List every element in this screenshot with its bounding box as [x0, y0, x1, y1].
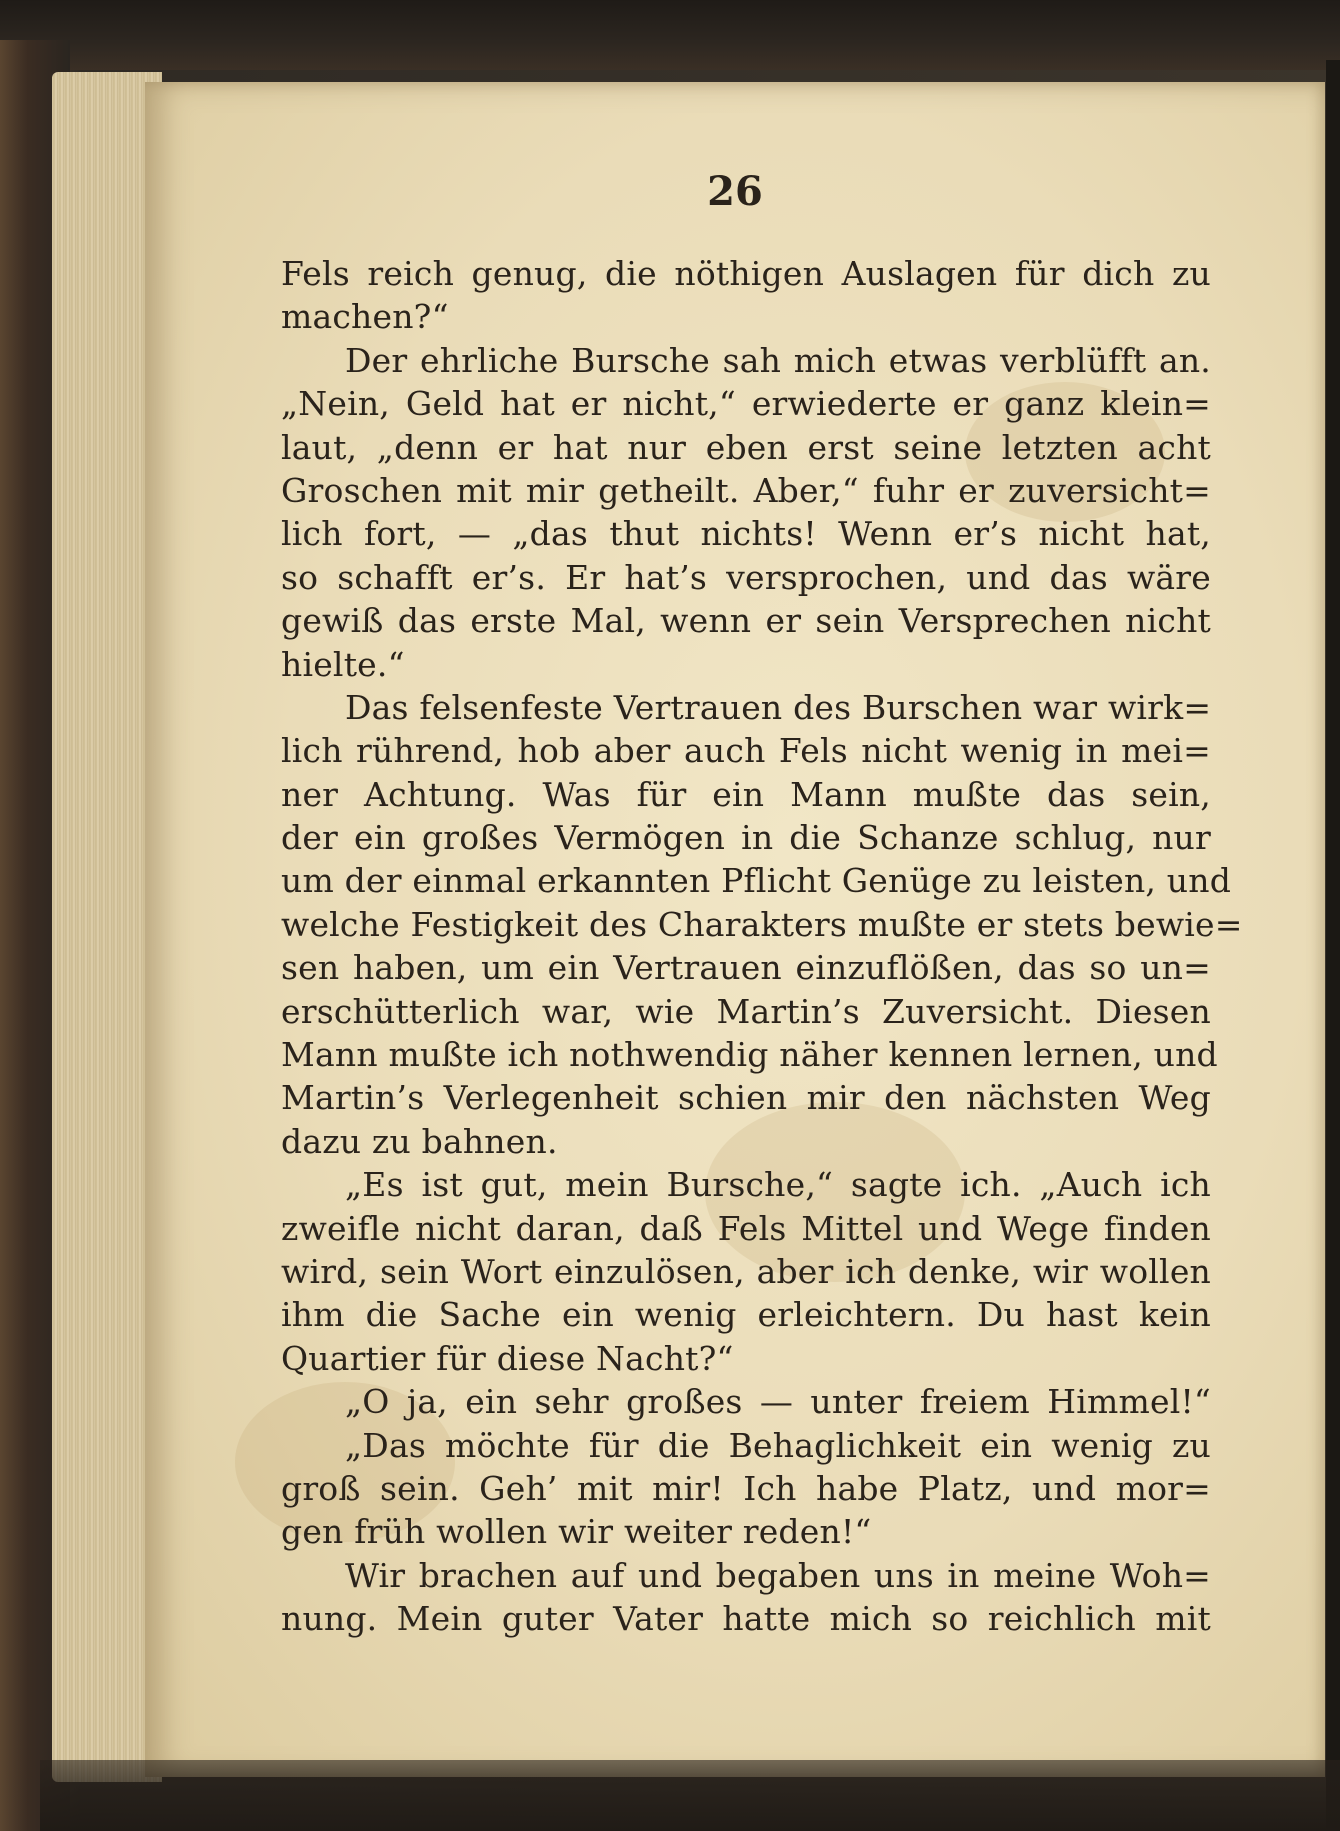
book-page	[145, 82, 1325, 1777]
text-line: Der ehrliche Bursche sah mich etwas verblüfft an.	[345, 340, 1211, 380]
text-line: welche Festigkeit des Charakters mußte er stets bewie=	[281, 904, 1243, 944]
text-line: Mann mußte ich nothwendig näher kennen lernen, und	[281, 1035, 1218, 1075]
text-line: „O ja, ein sehr großes — unter freiem Himmel!“	[345, 1382, 1211, 1422]
text-line: Das felsenfeste Vertrauen des Burschen war wirk=	[345, 687, 1212, 727]
text-line: „Es ist gut, mein Bursche,“ sagte ich. „Auch ich	[345, 1165, 1211, 1205]
text-line: lich rührend, hob aber auch Fels nicht wenig in mei=	[281, 731, 1211, 771]
text-line: Wir brachen auf und begaben uns in meine Woh=	[345, 1555, 1211, 1595]
text-line: groß sein. Geh’ mit mir! Ich habe Platz, und mor=	[281, 1468, 1211, 1508]
text-line: gen früh wollen wir weiter reden!“	[281, 1512, 872, 1552]
text-line: „Das möchte für die Behaglichkeit ein wenig zu	[345, 1425, 1211, 1465]
text-line: Martin’s Verlegenheit schien mir den nächsten Weg	[281, 1078, 1211, 1118]
text-line: zweifle nicht daran, daß Fels Mittel und Wege finden	[281, 1208, 1211, 1248]
text-line: Quartier für diese Nacht?“	[281, 1338, 734, 1378]
book-cover-top	[0, 0, 1340, 70]
text-line: der ein großes Vermögen in die Schanze schlug, nur	[281, 818, 1211, 858]
text-line: erschütterlich war, wie Martin’s Zuversicht. Diesen	[281, 991, 1211, 1031]
text-line: nung. Mein guter Vater hatte mich so reichlich mit	[281, 1599, 1211, 1639]
body-text	[281, 252, 1243, 1641]
text-line: laut, „denn er hat nur eben erst seine letzten acht	[281, 427, 1211, 467]
text-line: so schafft er’s. Er hat’s versprochen, und das wäre	[281, 557, 1211, 597]
text-line: sen haben, um ein Vertrauen einzuflößen, das so un=	[281, 948, 1211, 988]
text-line: „Nein, Geld hat er nicht,“ erwiederte er ganz klein=	[281, 384, 1211, 424]
book-cover-right	[1326, 60, 1340, 1831]
text-line: ihm die Sache ein wenig erleichtern. Du hast kein	[281, 1295, 1211, 1335]
text-line: hielte.“	[281, 644, 405, 684]
text-line: ner Achtung. Was für ein Mann mußte das sein,	[281, 774, 1211, 814]
text-line: Fels reich genug, die nöthigen Auslagen für dich zu	[281, 254, 1211, 293]
text-line: gewiß das erste Mal, wenn er sein Versprechen nicht	[281, 601, 1211, 641]
page-number: 26	[707, 168, 763, 215]
text-line: um der einmal erkannten Pflicht Genüge zu leisten, und	[281, 861, 1232, 901]
book-bottom-edge	[40, 1760, 1340, 1831]
text-line: machen?“	[281, 297, 449, 337]
text-line: wird, sein Wort einzulösen, aber ich denke, wir wollen	[281, 1251, 1211, 1291]
text-line: Groschen mit mir getheilt. Aber,“ fuhr er zuversicht=	[281, 470, 1211, 510]
text-line: dazu zu bahnen.	[281, 1121, 558, 1161]
text-line: lich fort, — „das thut nichts! Wenn er’s nicht hat,	[281, 514, 1211, 554]
